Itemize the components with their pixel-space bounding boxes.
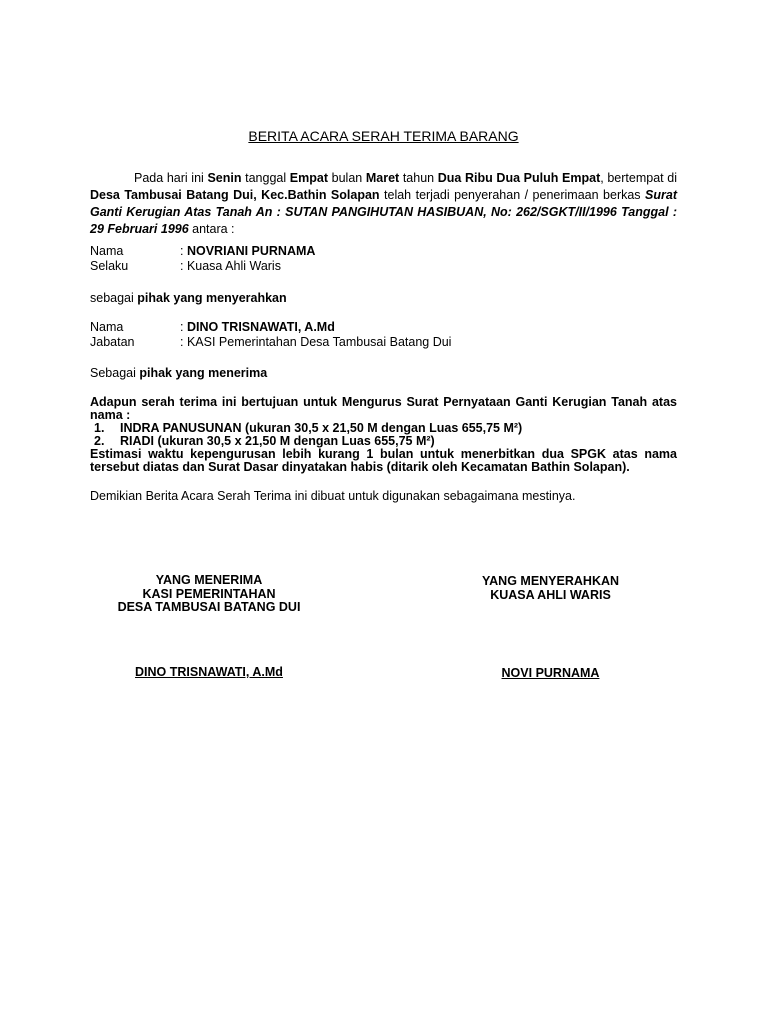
estimate-line-1: Estimasi waktu kepengurusan lebih kurang 1 bulan untuk menerbitkan dua SPGK atas nama	[90, 447, 677, 461]
party1-role-row	[90, 259, 677, 274]
party2-role-value: : KASI Pemerintahan Desa Tambusai Batang Dui	[180, 335, 452, 349]
party1-role-value: : Kuasa Ahli Waris	[180, 259, 281, 273]
intro-text-2: tanggal	[241, 171, 290, 185]
party2-designation-prefix: Sebagai	[90, 366, 140, 380]
receiver-signature-block	[90, 574, 328, 615]
receiver-office: DESA TAMBUSAI BATANG DUI	[117, 600, 301, 614]
closing-statement: Demikian Berita Acara Serah Terima ini dibuat untuk digunakan sebagaimana mestinya.	[90, 489, 576, 503]
intro-place: Desa Tambusai Batang Dui, Kec.Bathin Solapan	[90, 188, 380, 202]
giver-position: KUASA AHLI WARIS	[490, 587, 611, 602]
intro-text-4: tahun	[399, 171, 438, 185]
intro-text-7: antara :	[188, 222, 235, 236]
giver-signatory-name: NOVI PURNAMA	[501, 666, 600, 680]
party1-name-label: Nama	[90, 244, 124, 258]
party2-name-field	[180, 320, 335, 335]
party1-name-value: NOVRIANI PURNAMA	[186, 244, 316, 258]
party2-designation	[90, 366, 677, 381]
estimate-line-2: tersebut diatas dan Surat Dasar dinyatakan habis (ditarik oleh Kecamatan Bathin Solapan).	[90, 460, 630, 474]
intro-date: Empat	[289, 171, 328, 185]
intro-document-reference: Surat Ganti Kerugian Atas Tanah An : SUTAN PANGIHUTAN HASIBUAN, No: 262/SGKT/II/1996 Tanggal : 29 Februari 1996	[90, 188, 677, 236]
list-item-number: 2.	[94, 434, 105, 448]
intro-year: Dua Ribu Dua Puluh Empat	[437, 171, 601, 185]
intro-text-1: Pada hari ini	[134, 171, 208, 185]
list-item-text: RIADI (ukuran 30,5 x 21,50 M dengan Luas 655,75 M²)	[120, 434, 435, 448]
party1-designation-prefix: sebagai	[90, 291, 138, 305]
intro-text-3: bulan	[328, 171, 366, 185]
receiver-title: YANG MENERIMA	[155, 573, 263, 587]
party2-name-separator: :	[180, 320, 187, 334]
purpose-line-1: Adapun serah terima ini bertujuan untuk Mengurus Surat Pernyataan Ganti Kerugian Tanah atas	[90, 395, 677, 409]
document-title: BERITA ACARA SERAH TERIMA BARANG	[248, 128, 519, 144]
intro-month: Maret	[365, 171, 400, 185]
party1-role-label: Selaku	[90, 259, 129, 273]
party1-designation	[90, 291, 677, 306]
intro-text-6: telah terjadi penyerahan / penerimaan berkas	[379, 188, 646, 202]
giver-signature-block	[458, 575, 643, 602]
party2-designation-role: pihak yang menerima	[139, 366, 268, 380]
party2-name-label: Nama	[90, 320, 124, 334]
giver-title: YANG MENYERAHKAN	[481, 574, 620, 588]
party1-designation-role: pihak yang menyerahkan	[137, 291, 287, 305]
party2-name-row	[90, 320, 677, 335]
list-item-number: 1.	[94, 421, 105, 435]
party2-name-value: DINO TRISNAWATI, A.Md	[186, 320, 335, 334]
party1-name-row	[90, 244, 677, 259]
intro-day: Senin	[207, 171, 242, 185]
party2-role-label: Jabatan	[90, 335, 135, 349]
intro-paragraph	[90, 170, 677, 238]
party2-role-row	[90, 335, 677, 350]
purpose-line-2: nama :	[90, 408, 131, 422]
party1-name-field	[180, 244, 315, 259]
receiver-signatory-name: DINO TRISNAWATI, A.Md	[135, 665, 283, 679]
receiver-position: KASI PEMERINTAHAN	[142, 586, 276, 601]
party1-name-separator: :	[180, 244, 187, 258]
intro-text-5: , bertempat di	[600, 171, 677, 185]
list-item-text: INDRA PANUSUNAN (ukuran 30,5 x 21,50 M dengan Luas 655,75 M²)	[120, 421, 523, 435]
